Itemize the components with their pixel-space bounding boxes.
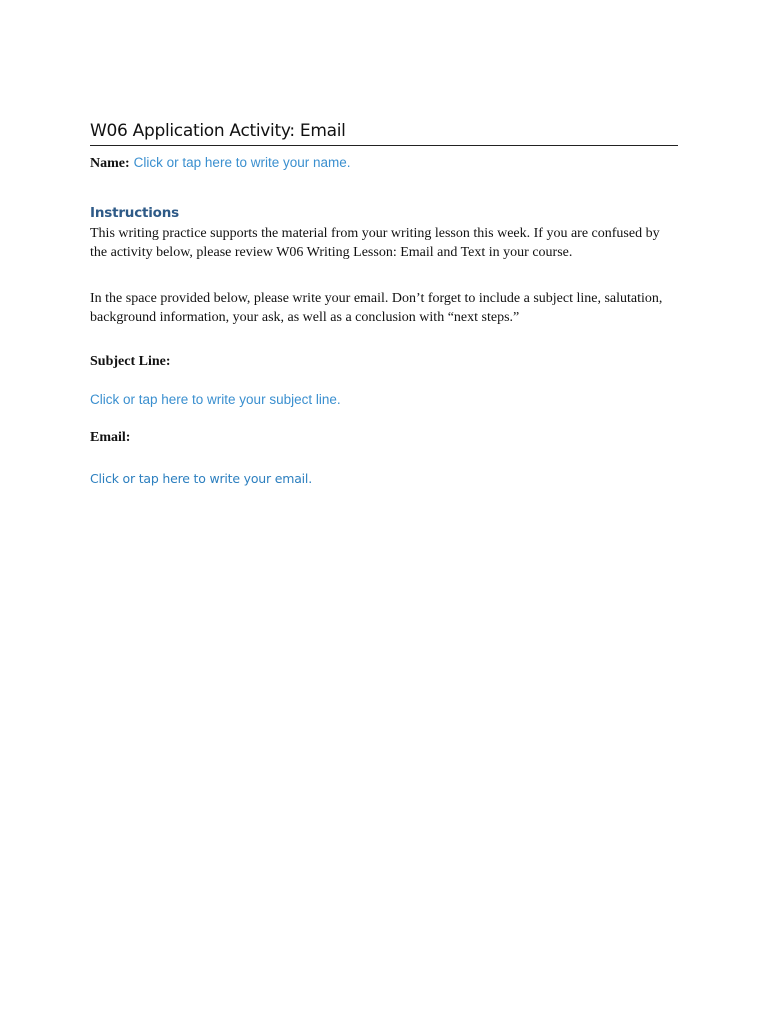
instructions-heading: Instructions — [90, 205, 179, 221]
title-underline — [90, 145, 678, 146]
instructions-paragraph-2: In the space provided below, please write your email. Don’t forget to include a subject line, salutation, background information, your ask, as well as a conclusion with “next steps.” — [90, 291, 663, 325]
email-label: Email: — [90, 430, 131, 445]
name-label: Name: — [90, 156, 130, 171]
document-title: W06 Application Activity: Email — [90, 121, 346, 141]
subject-line-label: Subject Line: — [90, 354, 171, 369]
instructions-paragraph-1: This writing practice supports the material from your writing lesson this week. If you are confused by the activity below, please review W06 Writing Lesson: Email and Text in your course. — [90, 226, 660, 260]
subject-line-field[interactable]: Click or tap here to write your subject line. — [90, 392, 341, 407]
name-row — [90, 154, 351, 172]
name-field[interactable]: Click or tap here to write your name. — [133, 155, 351, 170]
email-field[interactable]: Click or tap here to write your email. — [90, 471, 312, 486]
